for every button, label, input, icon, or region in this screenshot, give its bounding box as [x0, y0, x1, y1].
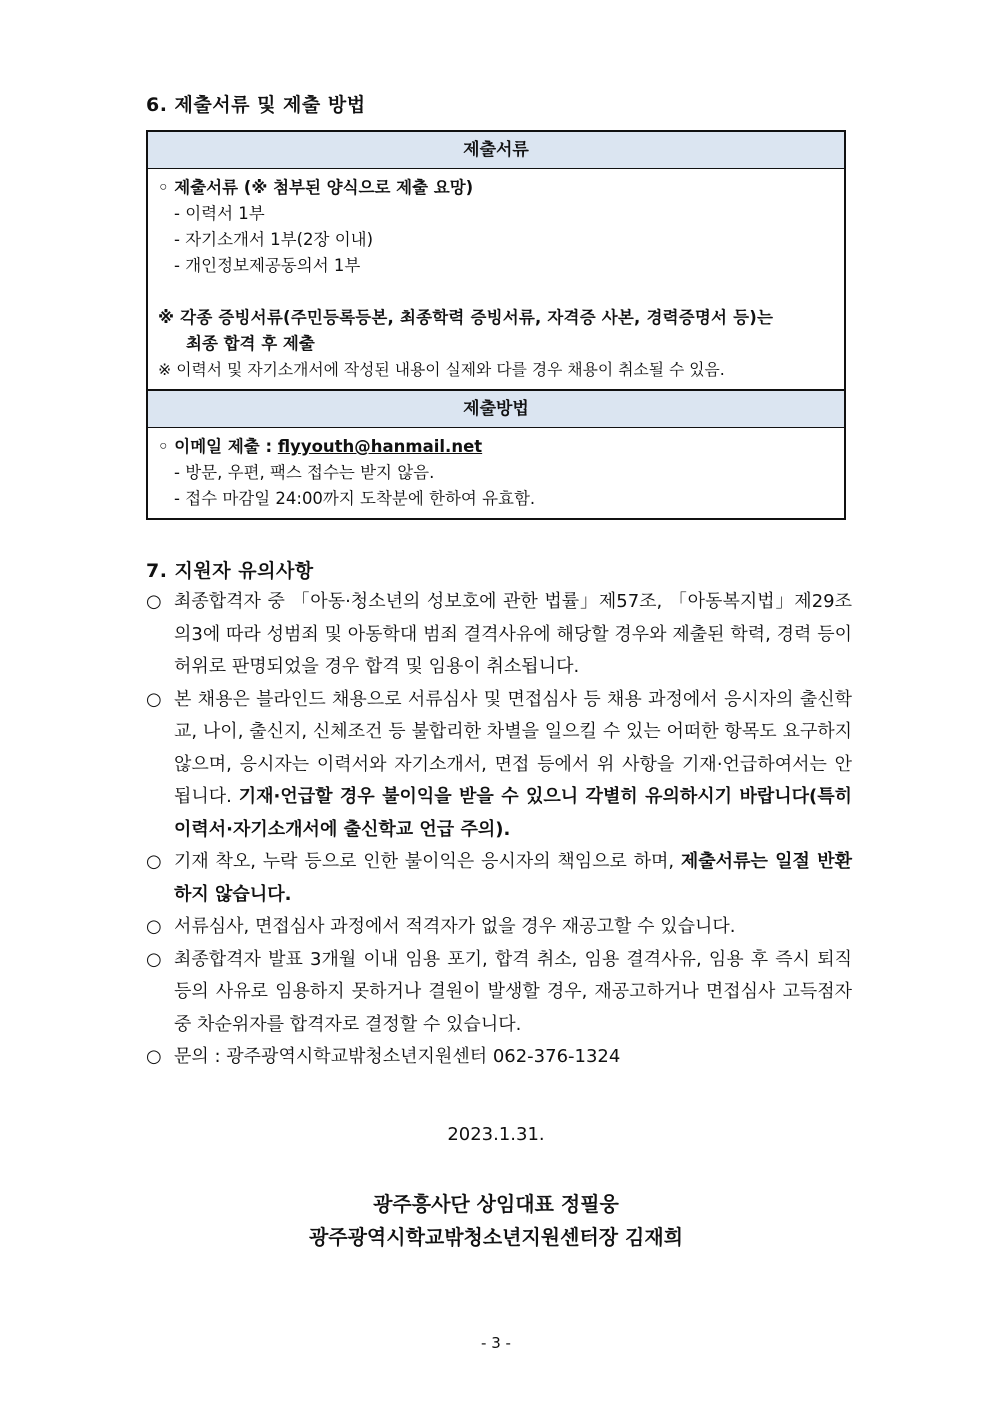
notice-text: 서류심사, 면접심사 과정에서 적격자가 없을 경우 재공고할 수 있습니다.	[174, 916, 736, 937]
docs-header: 제출서류	[148, 132, 844, 169]
docs-body	[148, 169, 844, 389]
docs-item: - 자기소개서 1부(2장 이내)	[174, 230, 374, 249]
docs-item: - 개인정보제공동의서 1부	[174, 256, 361, 275]
notice-text: 문의 : 광주광역시학교밖청소년지원센터 062-376-1324	[174, 1046, 621, 1067]
method-item: - 방문, 우편, 팩스 접수는 받지 않음.	[174, 463, 435, 482]
list-item	[146, 586, 852, 684]
email-link[interactable]: flyyouth@hanmail.net	[277, 437, 483, 456]
section-7-title: 7. 지원자 유의사항	[146, 560, 314, 582]
list-item	[146, 684, 852, 847]
notice-text: 최종합격자 발표 3개월 이내 임용 포기, 합격 취소, 임용 결격사유, 임용 후 즉시 퇴직 등의 사유로 임용하지 못하거나 결원이 발생할 경우, 재공고하거나 면접심사 고득점자 중 차순위자를 합격자로 결정할 수 있습니다.	[174, 948, 852, 1035]
signature-line-2: 광주광역시학교밖청소년지원센터장 김재희	[308, 1225, 684, 1249]
notice-text-emphasis: 제출서류는 일절 반환하지 않습니다.	[174, 851, 852, 905]
list-item	[146, 1041, 852, 1074]
submission-table	[146, 130, 846, 520]
method-lead	[158, 434, 834, 460]
notice-text: 기재 착오, 누락 등으로 인한 불이익은 응시자의 책임으로 하며,	[174, 851, 681, 872]
page-number: - 3 -	[481, 1334, 511, 1352]
list-item	[146, 944, 852, 1042]
method-header: 제출방법	[148, 389, 844, 428]
bullet-icon: ○	[146, 916, 162, 937]
section-6-title: 6. 제출서류 및 제출 방법	[146, 94, 366, 116]
list-item	[146, 846, 852, 911]
notice-list	[146, 586, 852, 1074]
note-evidence-docs-cont: 최종 합격 후 제출	[186, 334, 315, 353]
notice-date: 2023.1.31.	[447, 1124, 545, 1145]
list-item	[146, 911, 852, 944]
bullet-icon: ○	[146, 591, 162, 612]
note-cancellation: ※ 이력서 및 자기소개서에 작성된 내용이 실제와 다를 경우 채용이 취소될 수 있음.	[158, 360, 725, 379]
bullet-icon: ○	[146, 1046, 162, 1067]
method-item: - 접수 마감일 24:00까지 도착분에 한하여 유효함.	[174, 489, 536, 508]
notice-text: 본 채용은 블라인드 채용으로 서류심사 및 면접심사 등 채용 과정에서 응시자의 출신학교, 나이, 출신지, 신체조건 등 불합리한 차별을 일으킬 수 있는 어떠한 항목도 요구하지 않으며, 응시자는 이력서와 자기소개서, 면접 등에서 위 사항을 기재·언급하여서는 안 됩니다.	[174, 688, 852, 807]
docs-lead: ◦ 제출서류 (※ 첨부된 양식으로 제출 요망)	[158, 178, 474, 197]
signature-line-1: 광주흥사단 상임대표 정필웅	[373, 1192, 619, 1216]
notice-text-emphasis: 기재·언급할 경우 불이익을 받을 수 있으니 각별히 유의하시기 바랍니다(특히 이력서·자기소개서에 출신학교 언급 주의).	[174, 786, 852, 840]
docs-item: - 이력서 1부	[174, 204, 265, 223]
bullet-icon: ○	[146, 688, 162, 710]
bullet-icon: ○	[146, 948, 162, 970]
method-lead-label: ◦ 이메일 제출 :	[158, 437, 278, 456]
note-evidence-docs: ※ 각종 증빙서류(주민등록등본, 최종학력 증빙서류, 자격증 사본, 경력증명서 등)는	[158, 308, 774, 327]
bullet-icon: ○	[146, 851, 162, 872]
method-body	[148, 428, 844, 518]
notice-text: 최종합격자 중 「아동·청소년의 성보호에 관한 법률」제57조, 「아동복지법」제29조의3에 따라 성범죄 및 아동학대 범죄 결격사유에 해당할 경우와 제출된 학력, 경력 등이 허위로 판명되었을 경우 합격 및 임용이 취소됩니다.	[174, 591, 852, 677]
